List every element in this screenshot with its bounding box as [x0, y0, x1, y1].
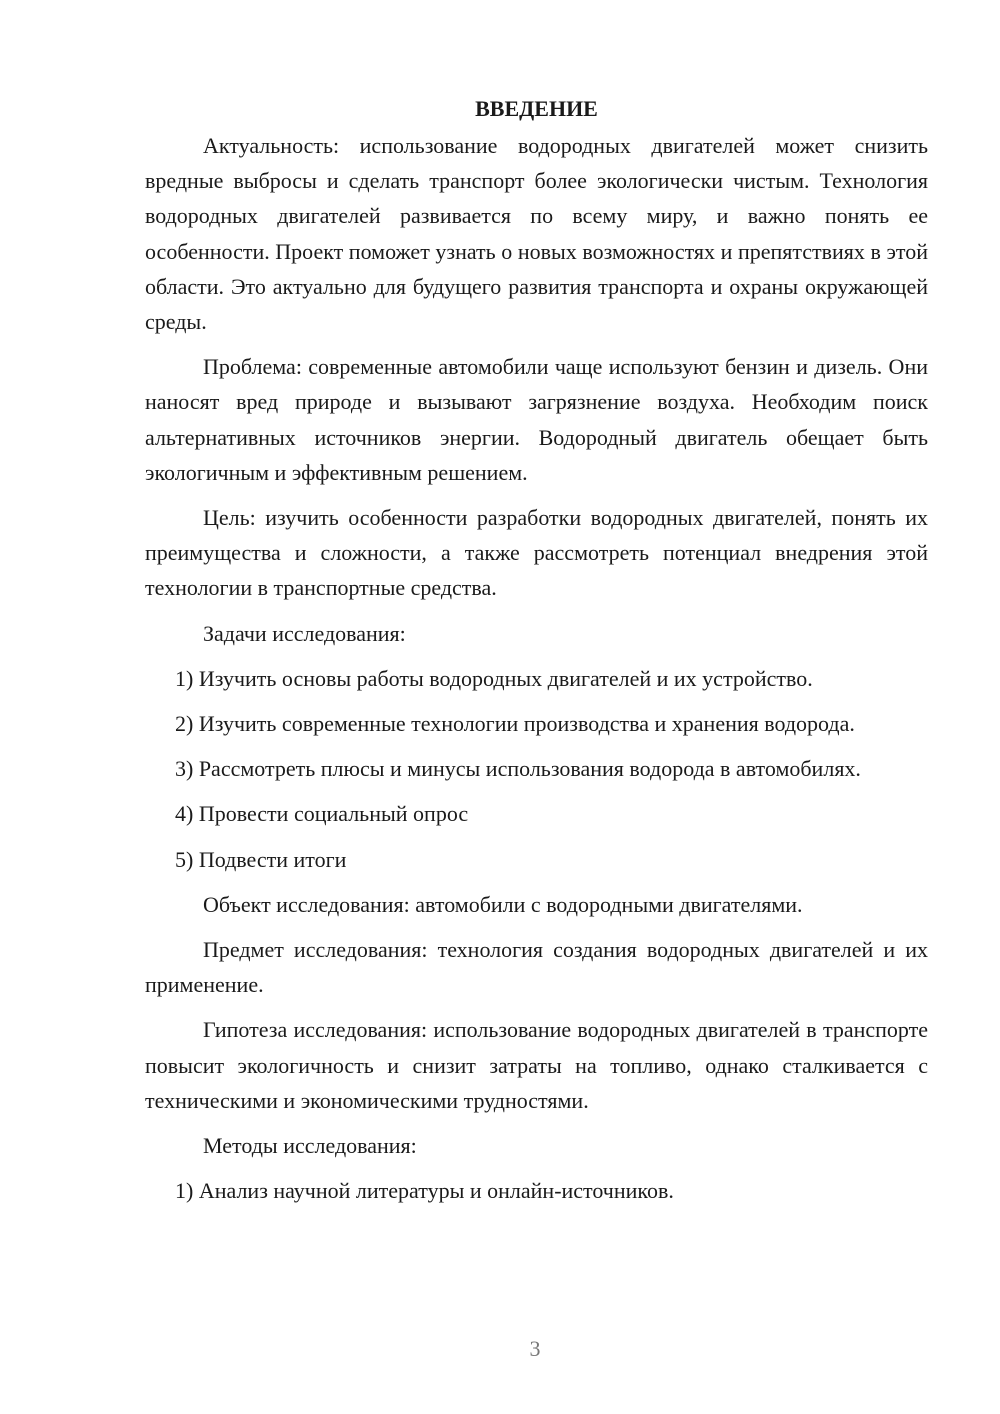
paragraph-relevance: Актуальность: использование водородных двигателей может снизить вредные выбросы и сделать транспорт более экологически чистым. Технология водородных двигателей развивается по всему миру, и важно понять ее особенности. Проект поможет узнать о новых возможностях и препятствиях в этой области. Это актуально для будущего развития транспорта и охраны окружающей среды. — [145, 133, 928, 335]
tasks-heading: Задачи исследования: — [203, 620, 406, 646]
task-item-2: 2) Изучить современные технологии производства и хранения водорода. — [175, 711, 855, 737]
section-title: ВВЕДЕНИЕ — [475, 96, 598, 121]
paragraph-subject: Предмет исследования: технология создания водородных двигателей и их применение. — [145, 937, 928, 998]
task-item-3: 3) Рассмотреть плюсы и минусы использования водорода в автомобилях. — [175, 756, 861, 782]
paragraph-problem: Проблема: современные автомобили чаще используют бензин и дизель. Они наносят вред природе и вызывают загрязнение воздуха. Необходим поиск альтернативных источников энергии. Водородный двигатель обещает быть экологичным и эффективным решением. — [145, 354, 928, 485]
page-number: 3 — [529, 1336, 541, 1361]
task-item-1: 1) Изучить основы работы водородных двигателей и их устройство. — [175, 665, 813, 691]
task-item-5: 5) Подвести итоги — [175, 846, 347, 872]
paragraph-hypothesis: Гипотеза исследования: использование водородных двигателей в транспорте повысит экологичность и снизит затраты на топливо, однако сталкивается с техническими и экономическими трудностями. — [145, 1017, 928, 1113]
methods-heading: Методы исследования: — [203, 1133, 417, 1159]
method-item-1: 1) Анализ научной литературы и онлайн-источников. — [175, 1178, 674, 1204]
document-page — [145, 92, 928, 1208]
paragraph-object: Объект исследования: автомобили с водородными двигателями. — [203, 891, 803, 917]
paragraph-goal: Цель: изучить особенности разработки водородных двигателей, понять их преимущества и сложности, а также рассмотреть потенциал внедрения этой технологии в транспортные средства. — [145, 505, 928, 601]
task-item-4: 4) Провести социальный опрос — [175, 801, 469, 827]
